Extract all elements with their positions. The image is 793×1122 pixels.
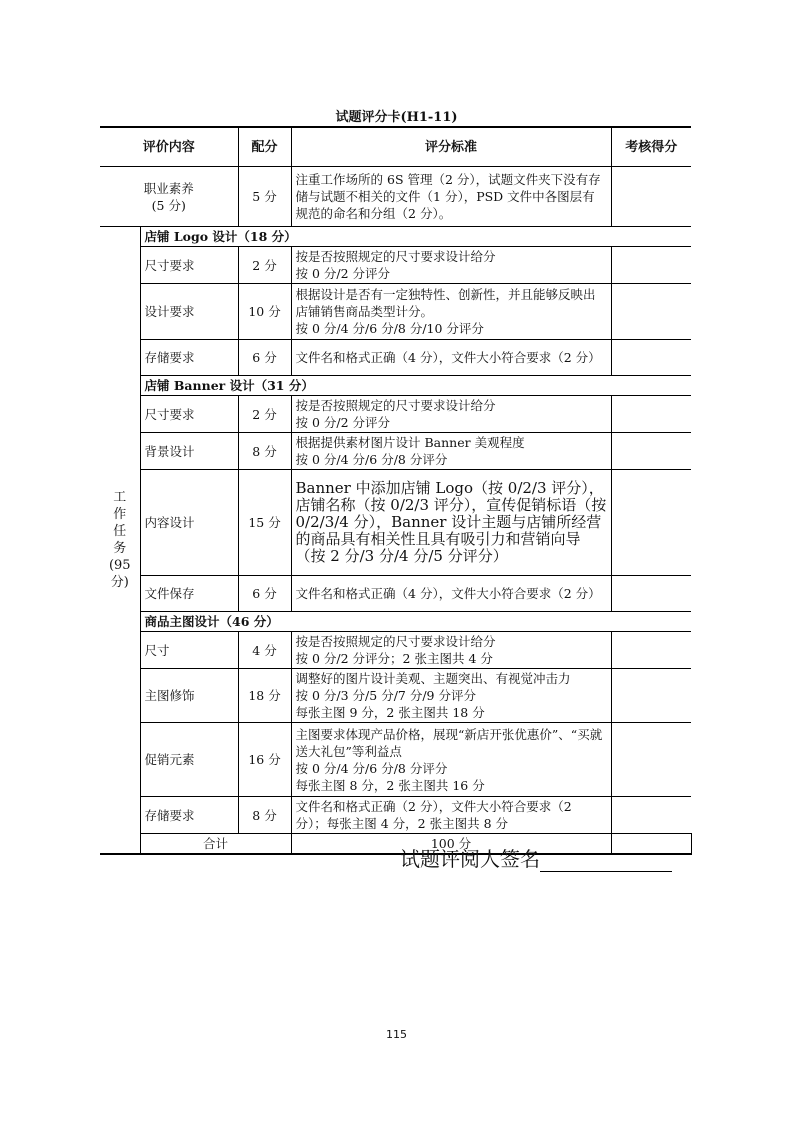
criteria-row <box>100 723 691 797</box>
section-title-banner: 店铺 Banner 设计（31 分） <box>140 376 691 396</box>
section-row-main-image <box>100 612 691 632</box>
criteria-row <box>100 396 691 433</box>
scoring-table <box>100 126 691 855</box>
header-eval-content: 评价内容 <box>100 127 238 167</box>
criteria-line: 根据设计是否有一定独特性、创新性，并且能够反映出店铺销售商品类型计分。 <box>295 287 596 319</box>
item-criteria <box>291 576 611 612</box>
professional-row <box>100 167 691 227</box>
header-score: 考核得分 <box>611 127 691 167</box>
criteria-row <box>100 669 691 723</box>
criteria-line: 主图要求体现产品价格，展现“新店开张优惠价”、“买就送大礼包”等利益点 <box>295 726 603 759</box>
task-label-char: (95 <box>108 558 131 573</box>
criteria-line: 按 0 分/4 分/6 分/8 分评分 <box>295 452 448 467</box>
task-label-char: 务 <box>113 541 127 556</box>
item-criteria <box>291 470 611 576</box>
item-name: 尺寸要求 <box>140 247 238 284</box>
criteria-row <box>100 632 691 669</box>
item-score: 2 分 <box>238 247 291 284</box>
item-score: 16 分 <box>238 723 291 797</box>
criteria-line: 按 0 分/4 分/6 分/8 分评分 <box>295 760 448 776</box>
section-row-banner <box>100 376 691 396</box>
item-criteria <box>291 284 611 340</box>
score-cell[interactable] <box>611 576 691 612</box>
criteria-row <box>100 470 691 576</box>
signature-line <box>400 843 672 872</box>
professional-criteria: 注重工作场所的 6S 管理（2 分），试题文件夹下没有存储与试题不相关的文件（1 分），PSD 文件中各图层有规范的命名和分组（2 分）。 <box>291 167 611 227</box>
score-cell[interactable] <box>611 284 691 340</box>
score-cell[interactable] <box>611 396 691 433</box>
item-score: 10 分 <box>238 284 291 340</box>
item-criteria <box>291 669 611 723</box>
section-row-logo <box>100 227 691 247</box>
task-label-char: 任 <box>113 524 127 539</box>
criteria-row <box>100 433 691 470</box>
item-score: 6 分 <box>238 340 291 376</box>
item-score: 8 分 <box>238 433 291 470</box>
criteria-line: 按是否按照规定的尺寸要求设计给分 <box>295 249 496 264</box>
score-cell[interactable] <box>611 470 691 576</box>
item-name: 促销元素 <box>140 723 238 797</box>
item-criteria <box>291 340 611 376</box>
criteria-line: 文件名和格式正确（2 分），文件大小符合要求（2 分）；每张主图 4 分，2 张主图共 8 分 <box>295 799 572 831</box>
criteria-line: 文件名和格式正确（4 分），文件大小符合要求（2 分） <box>295 350 601 365</box>
signature-blank[interactable] <box>540 849 672 872</box>
criteria-line: 按是否按照规定的尺寸要求设计给分 <box>295 398 496 413</box>
criteria-line: 按 0 分/4 分/6 分/8 分/10 分评分 <box>295 321 484 336</box>
item-criteria <box>291 632 611 669</box>
item-name: 设计要求 <box>140 284 238 340</box>
item-name: 主图修饰 <box>140 669 238 723</box>
task-label-char: 工 <box>113 490 127 505</box>
item-score: 8 分 <box>238 797 291 834</box>
criteria-line: 调整好的图片设计美观、主题突出、有视觉冲击力 <box>295 671 571 686</box>
header-points: 配分 <box>238 127 291 167</box>
criteria-row <box>100 576 691 612</box>
task-label-char: 分) <box>110 575 129 590</box>
criteria-line: Banner 中添加店铺 Logo（按 0/2/3 评分），店铺名称（按 0/2/3 评分），宣传促销标语（按 0/2/3/4 分），Banner 设计主题与店铺所经营的商品具有相关性且具有吸引力和营销向导（按 2 分/3 分/4 分/5 分评分） <box>295 479 607 565</box>
score-cell[interactable] <box>611 433 691 470</box>
item-name: 存储要求 <box>140 340 238 376</box>
criteria-line: 每张主图 9 分，2 张主图共 18 分 <box>295 705 485 720</box>
task-label-char: 作 <box>113 507 127 522</box>
criteria-line: 按 0 分/2 分评分 <box>295 415 391 430</box>
item-score: 6 分 <box>238 576 291 612</box>
item-name: 内容设计 <box>140 470 238 576</box>
criteria-line: 根据提供素材图片设计 Banner 美观程度 <box>295 435 525 450</box>
task-label-cell <box>100 227 140 855</box>
criteria-line: 按 0 分/3 分/5 分/7 分/9 分评分 <box>295 688 476 703</box>
score-cell[interactable] <box>611 669 691 723</box>
page-number: 115 <box>386 1028 407 1041</box>
total-score: 100 分 <box>291 834 611 855</box>
section-title-main-image: 商品主图设计（46 分） <box>140 612 691 632</box>
item-name: 尺寸要求 <box>140 396 238 433</box>
criteria-line: 每张主图 8 分，2 张主图共 16 分 <box>295 777 485 793</box>
item-criteria <box>291 396 611 433</box>
score-cell[interactable] <box>611 632 691 669</box>
item-score: 15 分 <box>238 470 291 576</box>
criteria-row <box>100 797 691 834</box>
item-name: 尺寸 <box>140 632 238 669</box>
score-cell[interactable] <box>611 797 691 834</box>
professional-name-cell <box>100 167 238 227</box>
professional-name-sub: (5 分) <box>151 197 186 213</box>
item-criteria <box>291 723 611 797</box>
professional-name: 职业素养 <box>143 180 194 196</box>
item-name: 文件保存 <box>140 576 238 612</box>
item-name: 存储要求 <box>140 797 238 834</box>
item-criteria <box>291 797 611 834</box>
total-label: 合计 <box>140 834 291 855</box>
header-criteria: 评分标准 <box>291 127 611 167</box>
item-score: 18 分 <box>238 669 291 723</box>
professional-score: 5 分 <box>238 167 291 227</box>
criteria-line: 按 0 分/2 分评分 <box>295 266 391 281</box>
criteria-row <box>100 247 691 284</box>
score-cell[interactable] <box>611 723 691 797</box>
criteria-row <box>100 284 691 340</box>
criteria-line: 文件名和格式正确（4 分），文件大小符合要求（2 分） <box>295 586 601 601</box>
score-cell[interactable] <box>611 340 691 376</box>
criteria-line: 按是否按照规定的尺寸要求设计给分 <box>295 634 496 649</box>
score-cell[interactable] <box>611 247 691 284</box>
card-title: 试题评分卡(H1-11) <box>335 110 458 125</box>
criteria-line: 按 0 分/2 分评分；2 张主图共 4 分 <box>295 651 493 666</box>
score-cell[interactable] <box>611 167 691 227</box>
section-title-logo: 店铺 Logo 设计（18 分） <box>140 227 691 247</box>
header-row <box>100 127 691 167</box>
item-name: 背景设计 <box>140 433 238 470</box>
signature-label: 试题评阅人签名 <box>400 847 540 871</box>
item-criteria <box>291 433 611 470</box>
item-criteria <box>291 247 611 284</box>
item-score: 4 分 <box>238 632 291 669</box>
criteria-row <box>100 340 691 376</box>
item-score: 2 分 <box>238 396 291 433</box>
